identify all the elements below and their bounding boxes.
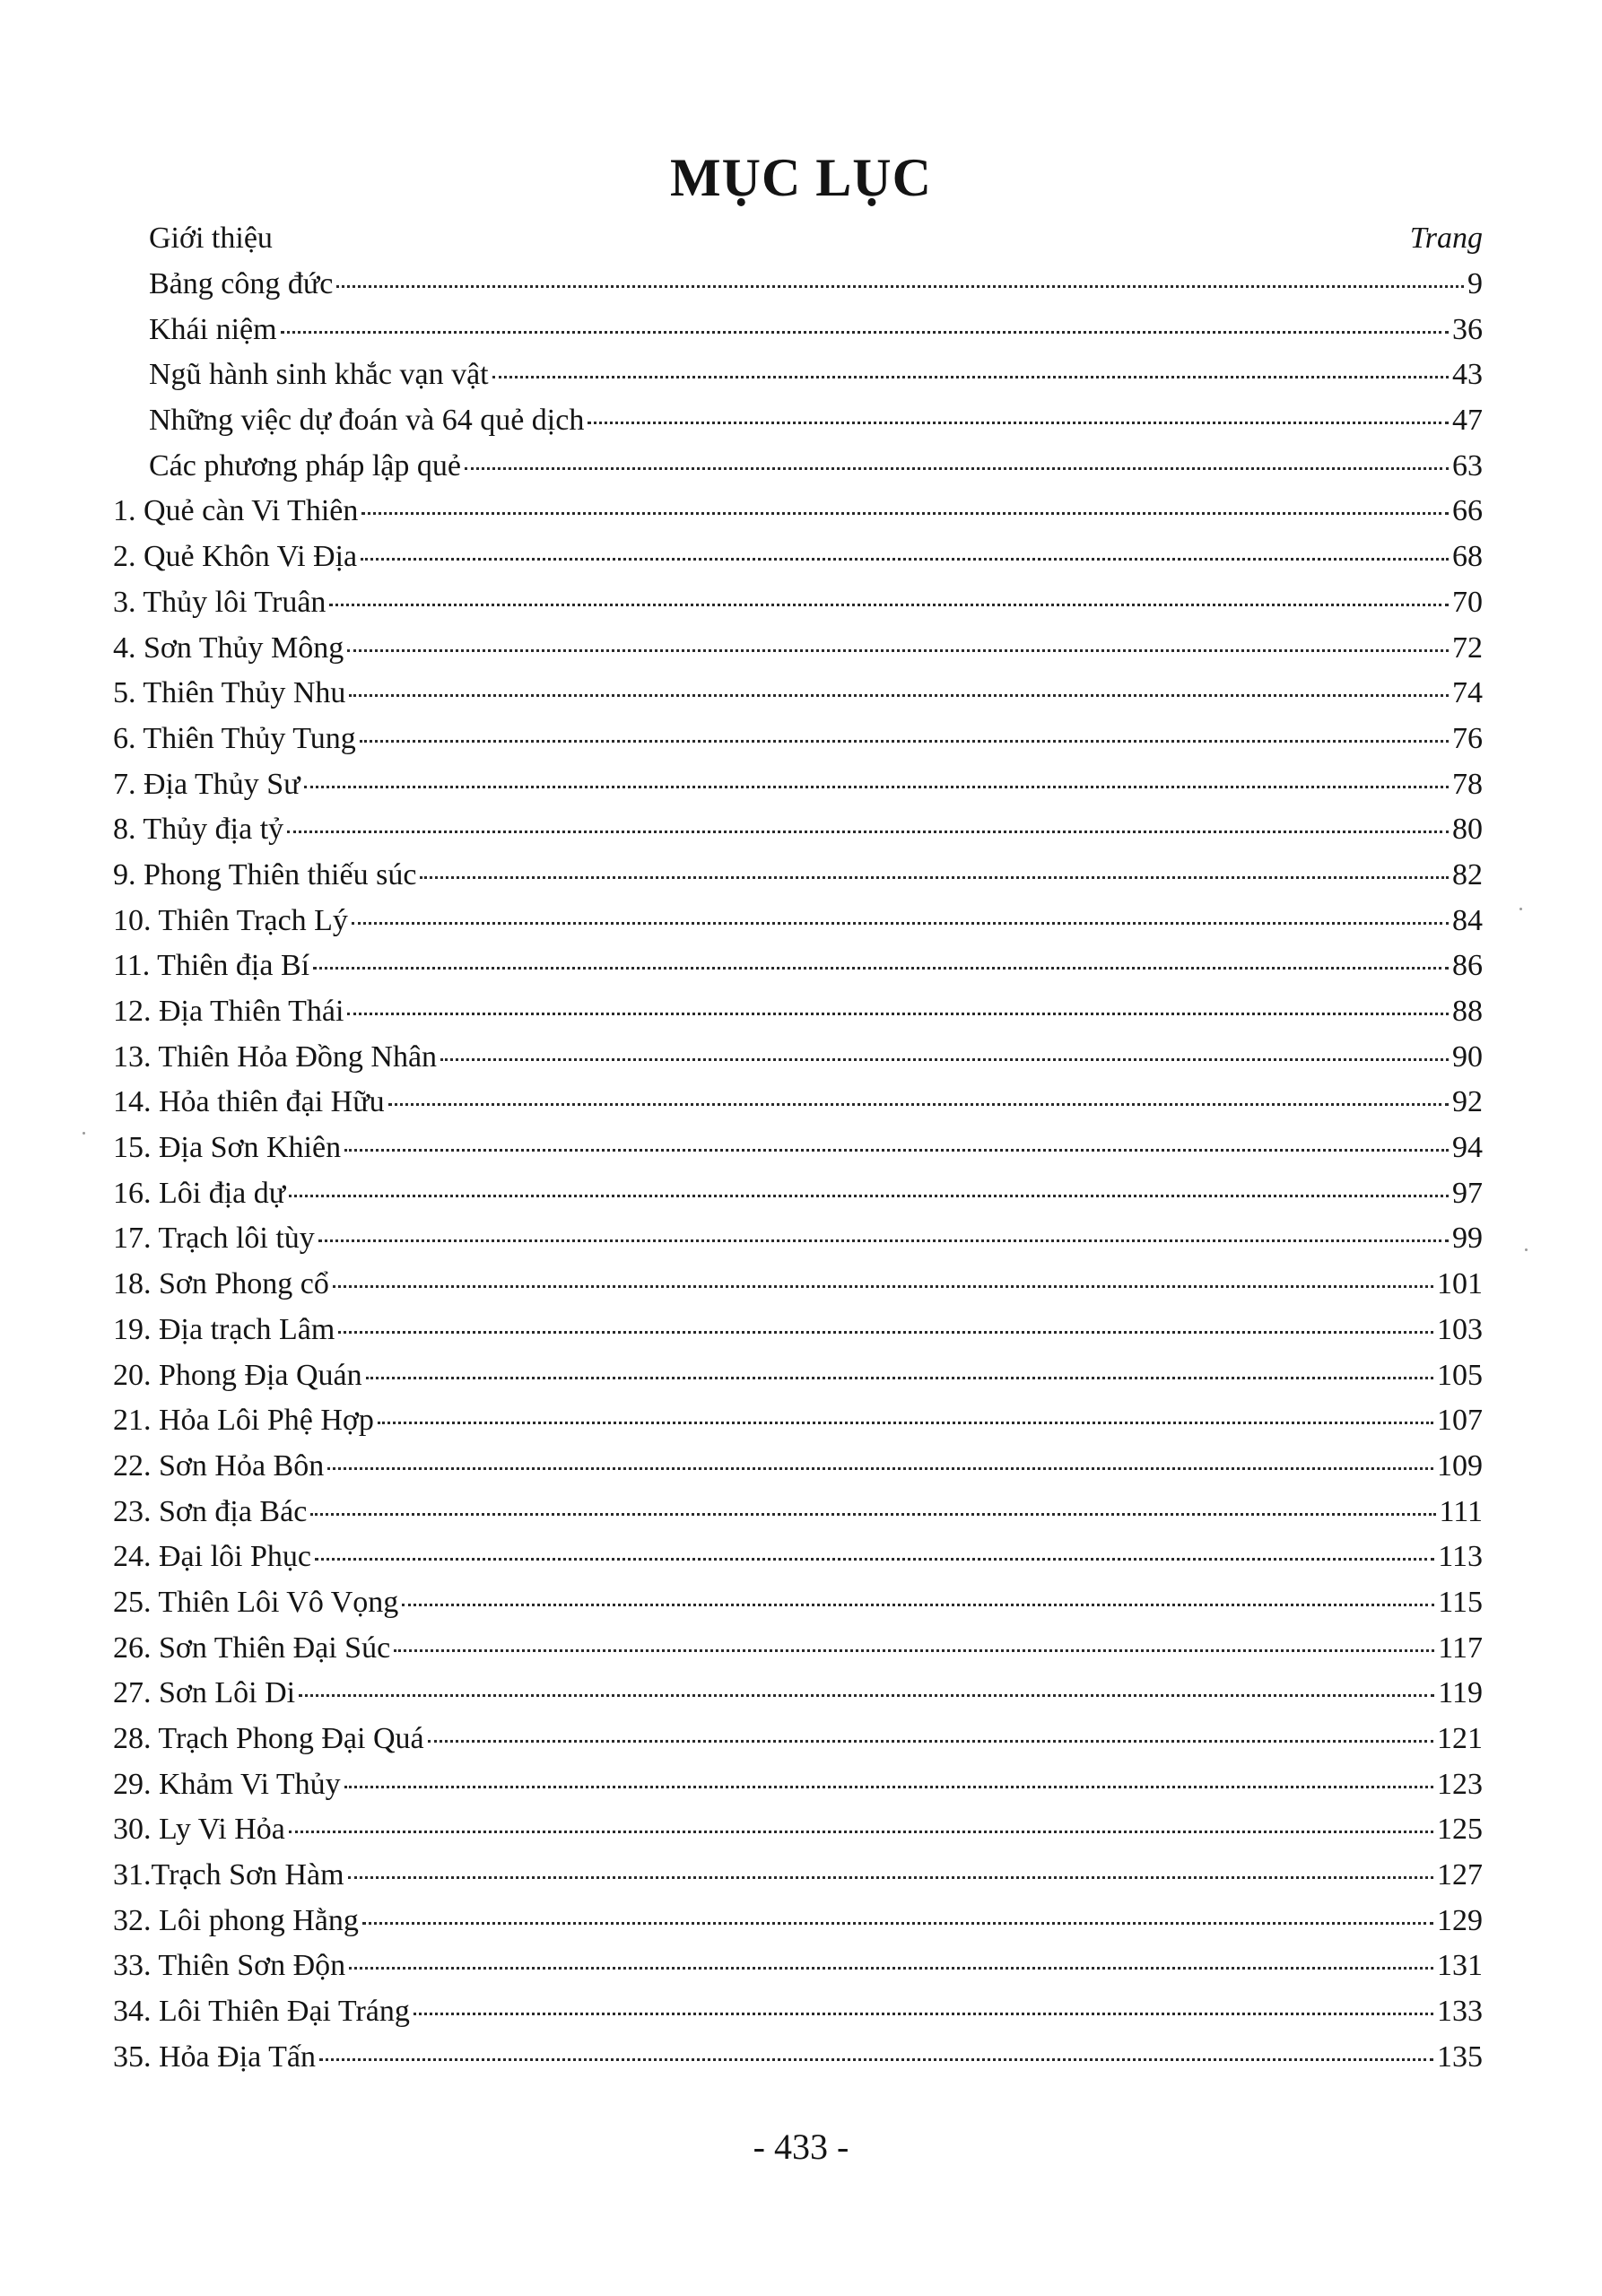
toc-entry-title: Các phương pháp lập quẻ <box>149 448 461 483</box>
dot-leader <box>318 1239 1449 1242</box>
toc-entry-page-number: 68 <box>1452 540 1483 574</box>
toc-entry-page-number: 78 <box>1452 767 1483 801</box>
toc-entry <box>0 1762 1602 1808</box>
toc-entry-line <box>113 1580 1483 1626</box>
toc-entry-line <box>113 2035 1483 2081</box>
toc-entry-title: 13. Thiên Hỏa Đồng Nhân <box>113 1039 438 1074</box>
toc-entry-title: 27. Sơn Lôi Di <box>113 1676 296 1710</box>
toc-entry-page-number: 43 <box>1452 358 1483 392</box>
toc-entry-title: 4. Sơn Thủy Mông <box>113 631 344 665</box>
toc-entry-page-number: 119 <box>1438 1676 1483 1710</box>
toc-entry-title: 28. Trạch Phong Đại Quá <box>113 1722 424 1755</box>
dot-leader <box>366 1377 1433 1379</box>
toc-entry <box>0 1035 1602 1081</box>
scan-speck <box>83 1132 85 1135</box>
dot-leader <box>344 1786 1433 1788</box>
toc-entry-page-number: 113 <box>1438 1540 1483 1574</box>
dot-leader <box>378 1422 1433 1424</box>
toc-entry-page-number: 66 <box>1452 494 1483 528</box>
dot-leader <box>420 876 1449 879</box>
toc-entry-title: Bảng công đức <box>149 267 334 300</box>
toc-entry-title: 25. Thiên Lôi Vô Vọng <box>113 1585 399 1619</box>
toc-entry-line <box>113 1353 1483 1399</box>
toc-entry-page-number: 105 <box>1437 1358 1483 1392</box>
dot-leader <box>289 1831 1433 1833</box>
toc-entry-page-number: 47 <box>1452 404 1483 438</box>
toc-entry-line <box>149 352 1483 398</box>
toc-entry-title: 6. Thiên Thủy Tung <box>113 721 356 755</box>
dot-leader <box>313 967 1449 970</box>
toc-entry-page-number: 115 <box>1438 1585 1483 1619</box>
toc-entry-title: 34. Lôi Thiên Đại Tráng <box>113 1995 410 2029</box>
toc-entry <box>0 717 1602 762</box>
toc-entry <box>0 262 1602 308</box>
toc-entry-title: 30. Ly Vi Hỏa <box>113 1813 285 1847</box>
toc-entry-title: 3. Thủy lôi Truân <box>113 585 326 619</box>
scan-speck <box>1519 908 1522 910</box>
toc-entry-line <box>113 1717 1483 1762</box>
toc-entry-page-number: 63 <box>1452 448 1483 483</box>
toc-entry-page-number: 90 <box>1452 1039 1483 1074</box>
toc-entry-page-number: 101 <box>1437 1267 1483 1301</box>
toc-entry <box>0 853 1602 899</box>
toc-entry <box>0 1989 1602 2035</box>
toc-entry-title: 18. Sơn Phong cổ <box>113 1267 329 1301</box>
toc-entry-page-number: 9 <box>1467 267 1483 300</box>
toc-entry-line <box>149 444 1483 490</box>
toc-entry-line <box>113 1126 1483 1171</box>
toc-entry-title: 14. Hỏa thiên đại Hữu <box>113 1085 385 1119</box>
toc-entry-page-number: 103 <box>1437 1312 1483 1346</box>
toc-entry-title: 22. Sơn Hỏa Bôn <box>113 1448 325 1483</box>
dot-leader <box>281 331 1449 334</box>
toc-entry-page-number: 82 <box>1452 857 1483 891</box>
page-title: MỤC LỤC <box>670 148 932 207</box>
toc-entry-page-number: 111 <box>1439 1494 1483 1528</box>
toc-entry-line <box>113 1535 1483 1580</box>
dot-leader <box>333 1285 1433 1288</box>
toc-entry <box>0 352 1602 398</box>
toc-entry <box>0 1262 1602 1308</box>
toc-entry-title: 16. Lôi địa dự <box>113 1176 286 1210</box>
dot-leader <box>360 740 1449 743</box>
dot-leader <box>327 1467 1433 1470</box>
toc-entry <box>0 1580 1602 1626</box>
toc-entry-line <box>113 1308 1483 1353</box>
toc-entry-page-number: 127 <box>1437 1858 1483 1892</box>
toc-entry-title: 35. Hỏa Địa Tấn <box>113 2039 316 2074</box>
dot-leader <box>361 558 1449 561</box>
toc-entry-line <box>149 398 1483 444</box>
toc-entry-title: Ngũ hành sinh khắc vạn vật <box>149 358 489 392</box>
toc-entry-page-number: 80 <box>1452 813 1483 847</box>
toc-entry-page-number: 92 <box>1452 1085 1483 1119</box>
dot-leader <box>347 649 1449 652</box>
toc-entry-title: 8. Thủy địa tỷ <box>113 813 284 847</box>
toc-entry-line <box>113 535 1483 580</box>
toc-entry <box>0 308 1602 353</box>
table-of-contents <box>0 262 1602 2081</box>
dot-leader <box>319 2058 1433 2061</box>
toc-entry-line <box>113 580 1483 626</box>
toc-entry <box>0 762 1602 808</box>
toc-entry-page-number: 88 <box>1452 995 1483 1028</box>
toc-entry-line <box>113 1216 1483 1262</box>
toc-entry <box>0 1717 1602 1762</box>
toc-entry <box>0 1490 1602 1535</box>
toc-entry-page-number: 107 <box>1437 1404 1483 1438</box>
dot-leader <box>344 1149 1449 1152</box>
toc-entry <box>0 1671 1602 1717</box>
toc-entry-title: 26. Sơn Thiên Đại Súc <box>113 1631 391 1665</box>
dot-leader <box>440 1058 1449 1061</box>
toc-entry-line <box>113 762 1483 808</box>
toc-entry-title: 31.Trạch Sơn Hàm <box>113 1858 344 1892</box>
toc-entry-line <box>113 1944 1483 1989</box>
toc-entry-title: 20. Phong Địa Quán <box>113 1358 362 1392</box>
dot-leader <box>428 1740 1433 1743</box>
toc-entry-line <box>113 1899 1483 1944</box>
toc-entry <box>0 944 1602 989</box>
dot-leader <box>299 1694 1434 1697</box>
dot-leader <box>336 285 1464 288</box>
dot-leader <box>361 512 1449 515</box>
toc-entry <box>0 807 1602 853</box>
toc-entry-title: Khái niệm <box>149 312 277 346</box>
toc-entry <box>0 2035 1602 2081</box>
toc-entry-title: 17. Trạch lôi tùy <box>113 1222 315 1256</box>
toc-entry-line <box>113 944 1483 989</box>
toc-entry-page-number: 72 <box>1452 631 1483 665</box>
toc-entry-title: 32. Lôi phong Hằng <box>113 1903 359 1937</box>
dot-leader <box>394 1649 1434 1652</box>
toc-entry <box>0 1126 1602 1171</box>
toc-entry <box>0 1444 1602 1490</box>
toc-entry <box>0 1535 1602 1580</box>
toc-entry-title: 5. Thiên Thủy Nhu <box>113 676 346 710</box>
toc-entry-line <box>113 717 1483 762</box>
toc-entry-page-number: 94 <box>1452 1131 1483 1165</box>
dot-leader <box>352 922 1449 925</box>
toc-entry-page-number: 123 <box>1437 1767 1483 1801</box>
dot-leader <box>289 1195 1449 1197</box>
toc-entry-title: 2. Quẻ Khôn Vi Địa <box>113 540 358 574</box>
toc-entry-line <box>113 1989 1483 2035</box>
toc-entry-title: 1. Quẻ càn Vi Thiên <box>113 494 359 528</box>
toc-entry-line <box>113 671 1483 717</box>
toc-entry <box>0 489 1602 535</box>
toc-entry <box>0 1353 1602 1399</box>
toc-entry <box>0 1944 1602 1989</box>
toc-entry-title: 10. Thiên Trạch Lý <box>113 903 348 937</box>
dot-leader <box>414 2013 1433 2015</box>
toc-entry-line <box>113 1807 1483 1853</box>
scan-speck <box>1525 1248 1528 1251</box>
toc-entry-title: 12. Địa Thiên Thái <box>113 995 344 1028</box>
toc-entry-line <box>113 626 1483 672</box>
toc-entry <box>0 1853 1602 1899</box>
toc-entry-page-number: 133 <box>1437 1995 1483 2029</box>
toc-entry-line <box>149 262 1483 308</box>
toc-entry-page-number: 125 <box>1437 1813 1483 1847</box>
toc-entry-page-number: 86 <box>1452 949 1483 983</box>
toc-entry-title: 29. Khảm Vi Thủy <box>113 1767 341 1801</box>
toc-entry <box>0 580 1602 626</box>
dot-leader <box>402 1604 1434 1606</box>
toc-entry-page-number: 70 <box>1452 585 1483 619</box>
toc-entry <box>0 1216 1602 1262</box>
dot-leader <box>315 1558 1434 1561</box>
page-number-footer: - 433 - <box>753 2126 849 2167</box>
toc-entry-page-number: 117 <box>1438 1631 1483 1665</box>
toc-entry <box>0 899 1602 944</box>
toc-entry-page-number: 97 <box>1452 1176 1483 1210</box>
toc-entry-line <box>113 1671 1483 1717</box>
toc-entry-title: 24. Đại lôi Phục <box>113 1540 311 1574</box>
toc-entry <box>0 1398 1602 1444</box>
toc-entry-page-number: 84 <box>1452 903 1483 937</box>
toc-entry <box>0 1080 1602 1126</box>
toc-entry-page-number: 99 <box>1452 1222 1483 1256</box>
toc-entry <box>0 989 1602 1035</box>
toc-entry-line <box>113 1262 1483 1308</box>
toc-header-intro-label: Giới thiệu <box>149 222 273 255</box>
toc-entry-title: Những việc dự đoán và 64 quẻ dịch <box>149 404 585 438</box>
toc-entry-page-number: 135 <box>1437 2039 1483 2074</box>
toc-entry-page-number: 129 <box>1437 1903 1483 1937</box>
dot-leader <box>588 422 1449 424</box>
toc-entry-page-number: 74 <box>1452 676 1483 710</box>
toc-entry-title: 21. Hỏa Lôi Phệ Hợp <box>113 1404 374 1438</box>
toc-entry <box>0 1899 1602 1944</box>
toc-entry-title: 11. Thiên địa Bí <box>113 949 310 983</box>
dot-leader <box>349 694 1449 697</box>
toc-entry-page-number: 121 <box>1437 1722 1483 1755</box>
toc-entry-title: 33. Thiên Sơn Độn <box>113 1949 346 1983</box>
toc-entry-line <box>113 1171 1483 1217</box>
toc-entry <box>0 626 1602 672</box>
toc-entry-line <box>113 989 1483 1035</box>
dot-leader <box>304 786 1449 788</box>
dot-leader <box>287 831 1449 833</box>
toc-entry-page-number: 76 <box>1452 721 1483 755</box>
toc-entry-page-number: 36 <box>1452 312 1483 346</box>
toc-header-row <box>149 215 1483 262</box>
dot-leader <box>329 604 1449 606</box>
toc-entry <box>0 398 1602 444</box>
toc-entry-line <box>113 807 1483 853</box>
dot-leader <box>338 1331 1433 1334</box>
toc-entry-title: 15. Địa Sơn Khiên <box>113 1131 342 1165</box>
toc-entry-line <box>113 1762 1483 1808</box>
toc-entry-title: 23. Sơn địa Bác <box>113 1494 308 1528</box>
toc-entry-line <box>113 1398 1483 1444</box>
toc-entry-line <box>113 489 1483 535</box>
toc-entry-line <box>149 308 1483 353</box>
dot-leader <box>348 1876 1433 1879</box>
toc-entry <box>0 1308 1602 1353</box>
toc-entry <box>0 1626 1602 1672</box>
dot-leader <box>347 1013 1449 1015</box>
toc-entry-line <box>113 1490 1483 1535</box>
toc-entry-line <box>113 853 1483 899</box>
toc-entry-page-number: 109 <box>1437 1448 1483 1483</box>
toc-entry-title: 7. Địa Thủy Sư <box>113 767 300 801</box>
dot-leader <box>465 467 1449 470</box>
toc-entry <box>0 535 1602 580</box>
toc-entry <box>0 671 1602 717</box>
toc-entry-line <box>113 1626 1483 1672</box>
toc-entry <box>0 1171 1602 1217</box>
toc-header-page-label: Trang <box>1409 222 1483 255</box>
dot-leader <box>492 376 1449 378</box>
dot-leader <box>349 1967 1433 1970</box>
toc-entry-title: 19. Địa trạch Lâm <box>113 1312 335 1346</box>
toc-entry <box>0 1807 1602 1853</box>
toc-entry <box>0 444 1602 490</box>
dot-leader <box>310 1513 1435 1516</box>
toc-entry-line <box>113 1853 1483 1899</box>
toc-entry-line <box>113 1080 1483 1126</box>
dot-leader <box>388 1103 1449 1106</box>
toc-entry-title: 9. Phong Thiên thiếu súc <box>113 857 417 891</box>
toc-entry-page-number: 131 <box>1437 1949 1483 1983</box>
toc-entry-line <box>113 1444 1483 1490</box>
toc-entry-line <box>113 1035 1483 1081</box>
toc-entry-line <box>113 899 1483 944</box>
dot-leader <box>362 1922 1433 1925</box>
